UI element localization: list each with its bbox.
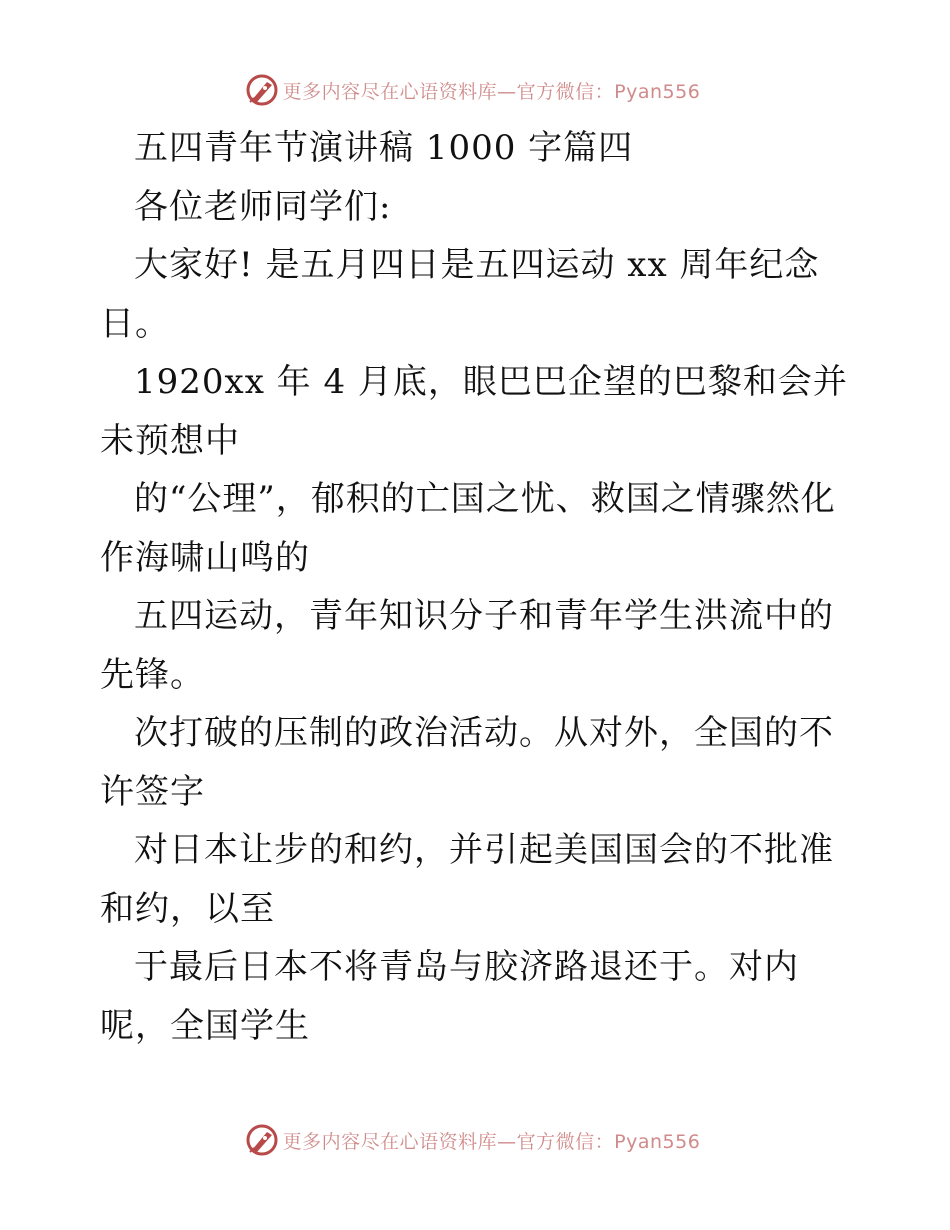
header-banner	[0, 70, 950, 110]
footer-banner	[0, 1120, 950, 1160]
footer-banner-inner	[245, 1123, 701, 1157]
paragraph: 对日本让步的和约，并引起美国国会的不批准和约，以至	[100, 830, 834, 929]
document-title: 五四青年节演讲稿 1000 字篇四	[134, 128, 634, 168]
paragraph: 大家好! 是五月四日是五四运动 xx 周年纪念日。	[100, 245, 820, 344]
pen-nib-logo-icon	[245, 73, 279, 107]
salutation: 各位老师同学们:	[134, 186, 392, 227]
pen-nib-logo-icon	[245, 1123, 279, 1157]
document-body	[100, 119, 860, 1055]
header-banner-inner	[245, 73, 701, 107]
paragraph: 的“公理”，郁积的亡国之忧、救国之情骤然化作海啸山鸣的	[100, 479, 836, 578]
paragraph: 次打破的压制的政治活动。从对外，全国的不许签字	[100, 713, 834, 812]
footer-banner-text: 更多内容尽在心语资料库—官方微信：Pyan556	[282, 1130, 701, 1153]
paragraph: 于最后日本不将青岛与胶济路退还于。对内呢，全国学生	[100, 947, 799, 1046]
header-banner-text: 更多内容尽在心语资料库—官方微信：Pyan556	[282, 80, 701, 103]
paragraph: 1920xx 年 4 月底，眼巴巴企望的巴黎和会并未预想中	[100, 362, 848, 461]
paragraph: 五四运动，青年知识分子和青年学生洪流中的先锋。	[100, 596, 834, 695]
